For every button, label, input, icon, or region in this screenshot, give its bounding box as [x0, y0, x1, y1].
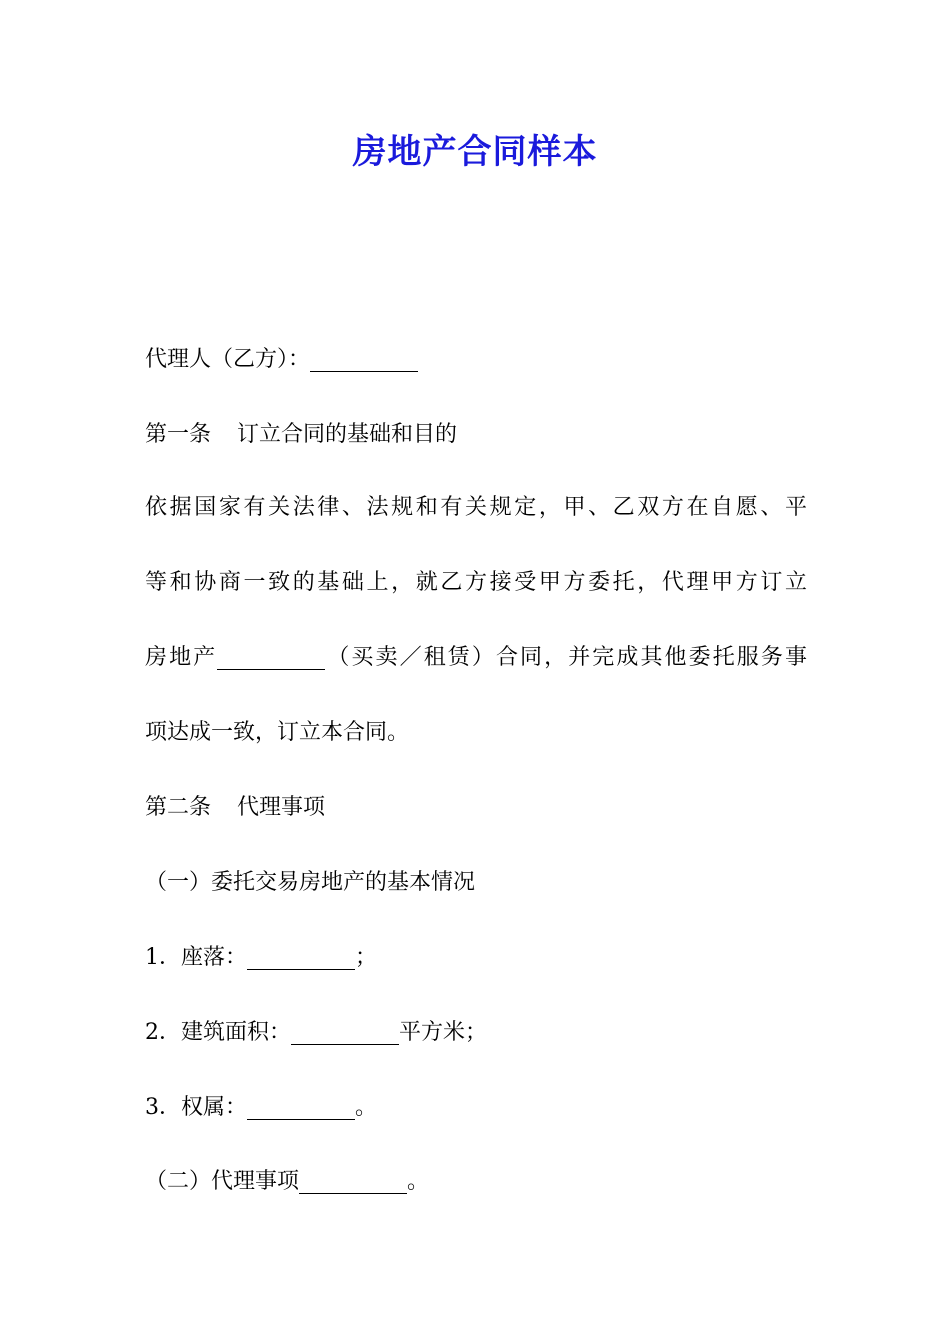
- article2-sub1: （一）委托交易房地产的基本情况: [145, 870, 476, 895]
- article1-number: 第一条: [145, 422, 212, 447]
- article1-title: 订立合同的基础和目的: [237, 422, 458, 447]
- row3-prefix: 房地产: [145, 645, 218, 670]
- contract-type-blank: [217, 647, 325, 670]
- article1-row-3: [145, 620, 807, 695]
- sub2-end: 。: [407, 1169, 430, 1194]
- document-title: 房地产合同样本: [352, 132, 598, 172]
- location-blank: [247, 947, 355, 970]
- agency-matters-blank: [299, 1171, 407, 1194]
- article2-sub2: [145, 1167, 429, 1197]
- article1-body: [145, 470, 807, 770]
- item-location: [145, 943, 377, 973]
- article1-heading: [145, 420, 457, 450]
- item-ownership-end: 。: [355, 1095, 378, 1120]
- sub2-label: （二）代理事项: [145, 1169, 300, 1194]
- ownership-blank: [247, 1097, 355, 1120]
- row3-suffix: （买卖／租赁）合同，并完成其他委托服务事: [325, 645, 807, 670]
- article2-number: 第二条: [145, 795, 212, 820]
- item-location-end: ；: [355, 945, 378, 970]
- article2-title: 代理事项: [237, 795, 326, 820]
- area-blank: [291, 1022, 399, 1045]
- item-ownership: [145, 1093, 377, 1123]
- article1-row-2: 等和协商一致的基础上，就乙方接受甲方委托，代理甲方订立: [145, 570, 807, 595]
- item-area-end: 平方米；: [399, 1020, 488, 1045]
- agent-line: [145, 345, 418, 375]
- article1-row-1: 依据国家有关法律、法规和有关规定，甲、乙双方在自愿、平: [145, 495, 807, 520]
- agent-blank: [310, 349, 418, 372]
- article2-heading: [145, 793, 325, 823]
- item-ownership-label: 3．权属：: [145, 1095, 247, 1120]
- article1-row-4: 项达成一致，订立本合同。: [145, 720, 410, 745]
- item-area-label: 2．建筑面积：: [145, 1020, 291, 1045]
- agent-label: 代理人（乙方）：: [145, 347, 311, 372]
- item-location-label: 1．座落：: [145, 945, 247, 970]
- item-area: [145, 1018, 487, 1048]
